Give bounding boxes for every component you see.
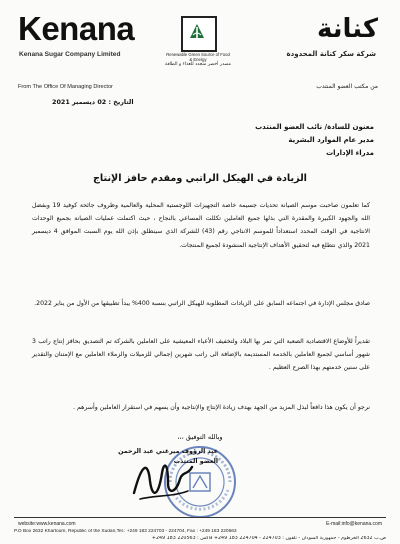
footer-address-en: P.O Box 2632 Khartoum, Republic of the Sudan,Tel.: +249 183 224703 - 224704, Fax : +249 183 220563 bbox=[14, 529, 237, 534]
letter-date: التاريخ : 02 ديسمبر 2021 bbox=[52, 98, 134, 106]
signatory-name: عبد الرؤوف ميرغني عبد الرحمن bbox=[118, 448, 218, 455]
kenana-wordmark-en: Kenana bbox=[18, 10, 135, 47]
handwritten-signature-icon bbox=[128, 453, 198, 503]
company-name-en: Kenana Sugar Company Limited bbox=[19, 51, 121, 58]
letter-subject: الزيادة في الهيكل الراتبي ومقدم حافز الإنتاج bbox=[93, 173, 307, 184]
office-line-en: From The Office Of Managing Director bbox=[18, 84, 113, 90]
body-paragraph: صادق مجلس الإدارة في اجتماعه السابق على الزيادات المطلوبة للهيكل الراتبي بنسبة 400% يبدأ تطبيقها من الأول من يناير 2022. bbox=[34, 300, 370, 307]
signatory-title: العضو المنتدب bbox=[173, 458, 218, 465]
office-line-ar: من مكتب العضو المنتدب bbox=[316, 83, 378, 90]
closing-line: وبالله التوفيق ،،، bbox=[177, 433, 223, 441]
body-paragraph: تقديراً للأوضاع الاقتصادية الصعبة التي تمر بها البلاد ولتخفيف الأعباء المعيشية على العاملين بالشركة تم التصديق بحافز إنتاج راتب 3 شهور أساسي لجميع العاملين بالخدمة المستديمة بالإضافة الى راتب شهرين إجمالي للزميلات والزملاء العاملين مع الإمتنان والتقدير على سنين خدمتهم بهذا الصرح العظيم . bbox=[32, 338, 370, 372]
addressee-block bbox=[194, 121, 374, 160]
ksc-caption-en: Renewable Green Source of Food & Energy bbox=[166, 52, 230, 63]
body-paragraph: نرجو أن يكون هذا دافعاً لبذل المزيد من الجهد بهدف زيادة الإنتاج والإنتاجية وأن يسهم في استقرار العاملين وأسرهم . bbox=[73, 404, 370, 411]
addressee-line: مدير عام الموارد البشرية bbox=[288, 136, 374, 144]
addressee-line: مدراء الإدارات bbox=[326, 149, 374, 157]
footer-email: E-mail:info@kenana.com bbox=[326, 521, 382, 527]
ksc-leaf-icon bbox=[187, 21, 207, 41]
company-name-ar: شركة سكر كنانة المحدودة bbox=[286, 50, 376, 58]
footer-address-ar: ص.ب 2632 الخرطوم - جمهورية السودان - تلفون : 224703 - 224704 183 249+ فاكس : 220563 183 249+ bbox=[151, 536, 386, 541]
body-paragraph: كما تعلمون صاحبت موسم الصيانة تحديات جسيمة خاصة التجهيزات اللوجستية المحلية والعالمية وظروف جائحة كوفيد 19 وبفضل الله والجهود الكبيرة والمقدرة التي بذلها جميع العاملين تكللت المساعي بالنجاح ، حيث اكتملت عمليات الصيانة بجميع الوحدات الانتاجية في الوقت المحدد استعداداً للموسم الانتاجي رقم (43) للشركة الذي سينطلق بإذن الله يوم السبت الموافق 4 ديسمبر 2021 والذي نتطلع فيه لتحقيق الأهداف الإنتاجية المنشودة لجميع المنتجات. bbox=[32, 202, 371, 249]
ksc-caption-ar: مصدر أخضر متجدد للغذاء و الطاقة bbox=[165, 62, 231, 67]
ksc-logo-icon bbox=[181, 16, 217, 52]
addressee-line: معنون للسادة/ نائب العضو المنتدب bbox=[255, 123, 374, 131]
footer-website: website:www.kenana.com bbox=[18, 521, 76, 527]
footer-divider bbox=[14, 517, 386, 518]
kenana-wordmark-ar: كنانة bbox=[316, 14, 378, 44]
